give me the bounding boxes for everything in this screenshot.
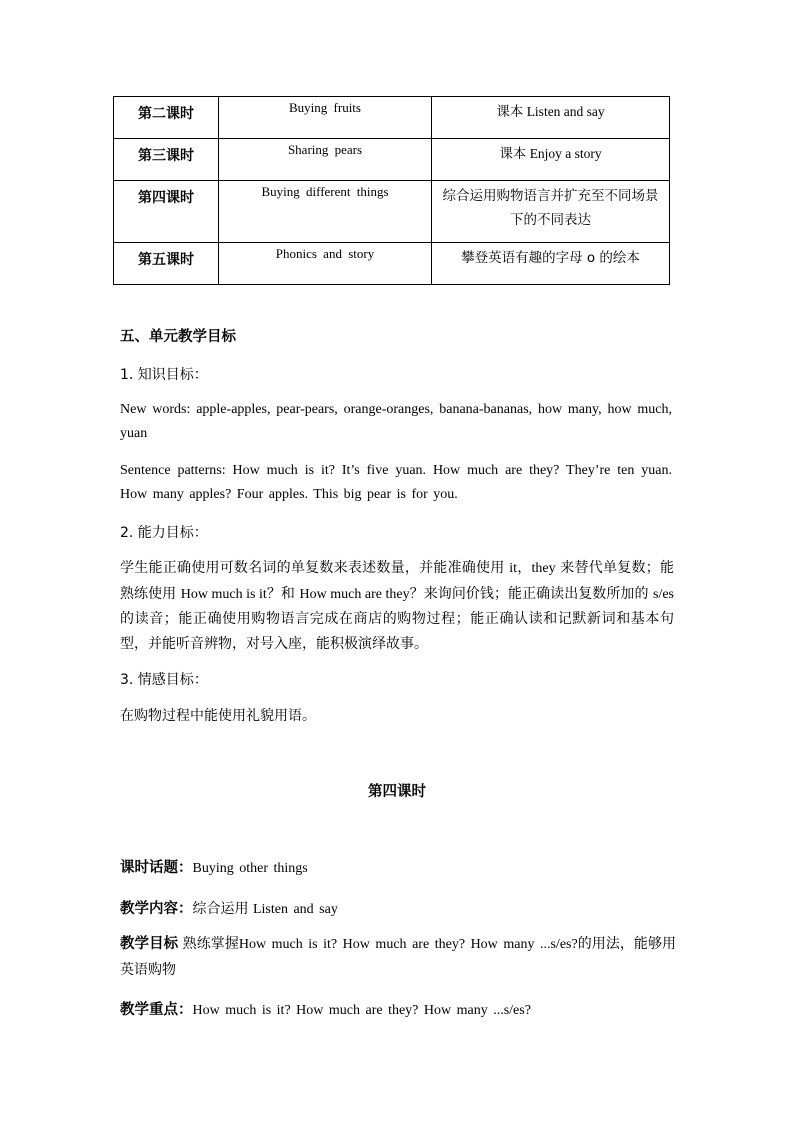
lesson-topic-cell: Buying different things [219,181,432,243]
ability-goal-paragraph: 学生能正确使用可数名词的单复数来表述数量，并能准确使用 it，they 来替代单复数；能熟练使用 How much is it？和 How much are they？来询问价钱；能正确读出复数所加的 s/es 的读音；能正确使用购物语言完成在商店的购物过程；能正确认读和记默新词和基本句型，并能听音辨物，对号入座，能积极演绎故事。 [120,560,674,652]
lesson4-goal-paragraph: 教学目标 熟练掌握How much is it? How much are they? How many ...s/es?的用法，能够用英语购物 [120,936,677,978]
lesson-table [113,96,670,285]
content-zh: 课本 [499,146,527,162]
content-en: Enjoy a story [526,146,602,161]
lesson-name-cell: 第二课时 [114,97,219,139]
lesson4-content-line: 教学内容：综合运用 Listen and say [120,901,338,917]
new-words-paragraph: New words: apple-apples, pear-pears, orange-oranges, banana-bananas, how many, how much, yuan [120,402,672,441]
lesson4-key-point-line: 教学重点：How much is it? How much are they? How many ...s/es? [120,1002,531,1018]
lesson-name-cell: 第三课时 [114,139,219,181]
table-row [114,243,670,285]
lesson4-topic-line: 课时话题：Buying other things [120,860,308,876]
content-zh: 课本 [496,104,524,120]
emotion-goal-title: 3. 情感目标： [120,672,208,688]
emotion-goal-text: 在购物过程中能使用礼貌用语。 [120,708,316,724]
lesson-topic-cell: Buying fruits [219,97,432,139]
knowledge-goal-title: 1. 知识目标： [120,367,208,383]
table-row [114,139,670,181]
section-heading: 五、单元教学目标 [120,329,236,345]
lesson-name-cell: 第四课时 [114,181,219,243]
lesson-content-cell [432,181,670,243]
lesson4-title: 第四课时 [368,784,426,800]
lesson-topic-cell: Phonics and story [219,243,432,285]
content-zh: 综合运用购物语言并扩充至不同场景下的不同表达 [442,188,659,228]
lesson-content-cell [432,97,670,139]
ability-goal-title: 2. 能力目标： [120,525,208,541]
content-zh: 攀登英语有趣的字母 o 的绘本 [461,250,640,266]
lesson-name-cell: 第五课时 [114,243,219,285]
lesson-content-cell [432,139,670,181]
content-en: Listen and say [523,104,605,119]
table-row [114,97,670,139]
sentence-patterns-paragraph: Sentence patterns: How much is it? It’s five yuan. How much are they? They’re ten yuan. How many apples? Four apples. This big pear is for you. [120,463,672,502]
lesson-topic-cell: Sharing pears [219,139,432,181]
lesson-content-cell [432,243,670,285]
table-row [114,181,670,243]
